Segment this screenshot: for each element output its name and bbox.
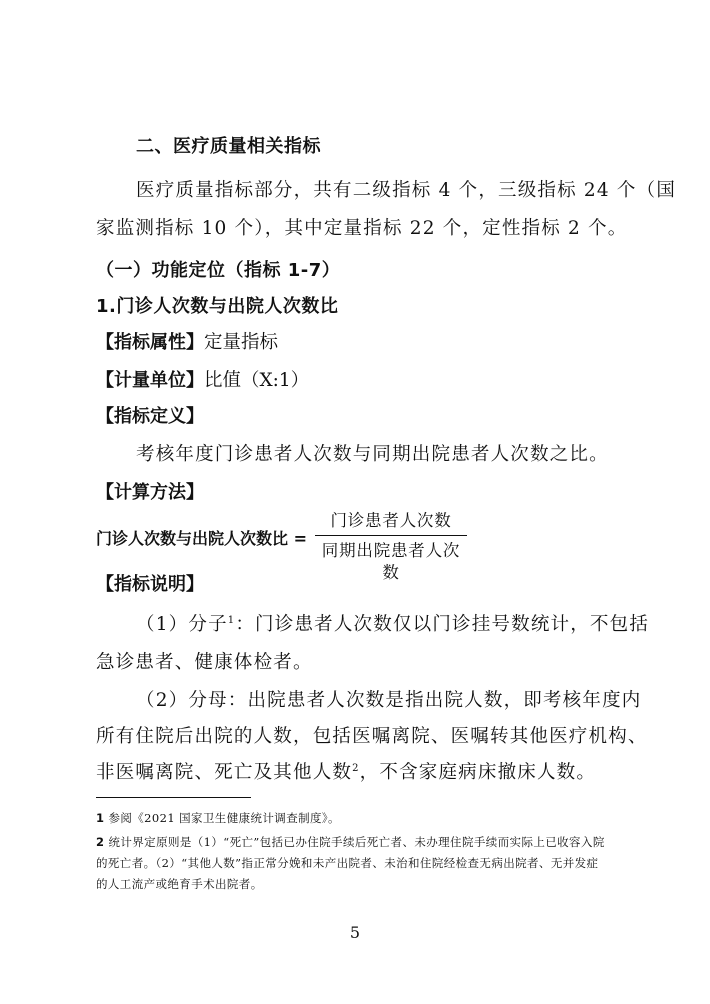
note-2-line-1: （2）分母：出院患者人次数是指出院人数，即考核年度内 bbox=[136, 690, 642, 711]
note-2-text-a: 非医嘱离院、死亡及其他人数 bbox=[96, 762, 353, 783]
note-1-rest: ：门诊患者人次数仅以门诊挂号数统计，不包括 bbox=[235, 614, 650, 635]
footnote-ref-2: 2 bbox=[352, 763, 360, 774]
note-2-line-2: 所有住院后出院的人数，包括医嘱离院、医嘱转其他医疗机构、 bbox=[96, 726, 648, 747]
unit-label: 【计量单位】 bbox=[96, 370, 204, 391]
footnote-1-text: 参阅《2021 国家卫生健康统计调查制度》。 bbox=[108, 811, 340, 825]
page-number: 5 bbox=[349, 923, 361, 942]
indicator-title: 1.门诊人次数与出院人次数比 bbox=[96, 296, 339, 317]
formula-numerator: 门诊患者人次数 bbox=[330, 511, 452, 530]
definition-text: 考核年度门诊患者人次数与同期出院患者人次数之比。 bbox=[136, 444, 609, 465]
note-2-line-3 bbox=[96, 758, 596, 784]
footnote-2-line-2: 的死亡者。（2）“其他人数”指正常分娩和未产出院者、未治和住院经检查无病出院者、无并发症 bbox=[96, 856, 599, 870]
definition-label: 【指标定义】 bbox=[96, 406, 204, 427]
footnote-2-line-3: 的人工流产或绝育手术出院者。 bbox=[96, 877, 263, 891]
formula-denominator: 同期出院患者人次数 bbox=[321, 541, 461, 583]
formula-fraction bbox=[315, 510, 467, 583]
footnote-2-line-1 bbox=[96, 832, 605, 853]
attribute-label: 【指标属性】 bbox=[96, 332, 204, 353]
intro-line-2: 家监测指标 10 个），其中定量指标 22 个，定性指标 2 个。 bbox=[96, 218, 628, 239]
formula-lhs: 门诊人次数与出院人次数比 = bbox=[96, 529, 307, 548]
footnote-ref-1: 1 bbox=[227, 615, 236, 626]
attribute-value: 定量指标 bbox=[204, 332, 279, 353]
footnote-1-number: 1 bbox=[96, 811, 105, 825]
footnote-2 bbox=[96, 832, 605, 895]
unit-row bbox=[96, 366, 309, 392]
method-label: 【计算方法】 bbox=[96, 482, 204, 503]
note-1-line-1 bbox=[136, 610, 649, 636]
footnote-divider bbox=[96, 797, 251, 798]
note-1-prefix: （1）分子 bbox=[136, 614, 228, 635]
footnote-1 bbox=[96, 808, 340, 829]
note-1-line-2: 急诊患者、健康体检者。 bbox=[96, 652, 313, 673]
fraction-bar bbox=[315, 535, 467, 536]
section-title: 二、医疗质量相关指标 bbox=[136, 136, 321, 157]
notes-label: 【指标说明】 bbox=[96, 574, 204, 595]
unit-value: 比值（X:1） bbox=[204, 370, 310, 391]
footnote-2-text-1: 统计界定原则是（1）“死亡”包括已办住院手续后死亡者、未办理住院手续而实际上已收容入院 bbox=[108, 835, 605, 849]
note-2-text-b: ，不含家庭病床撤床人数。 bbox=[359, 762, 597, 783]
attribute-row bbox=[96, 328, 278, 354]
footnote-2-number: 2 bbox=[96, 835, 105, 849]
intro-line-1: 医疗质量指标部分，共有二级指标 4 个，三级指标 24 个（国 bbox=[136, 180, 677, 201]
subsection-title: （一）功能定位（指标 1-7） bbox=[96, 260, 341, 281]
